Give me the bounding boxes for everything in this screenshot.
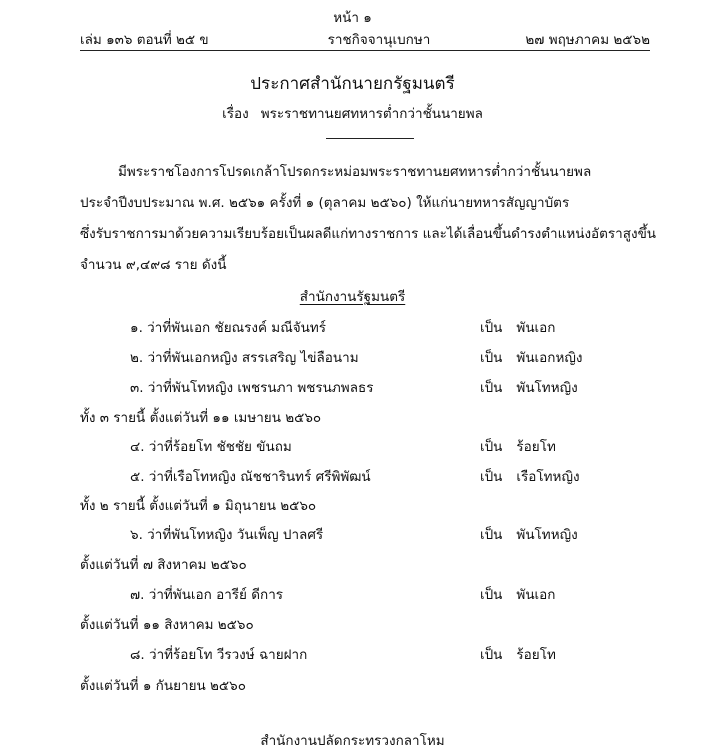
effective-date-note-5: ตั้งแต่วันที่ ๑ กันยายน ๒๕๖๐ — [80, 678, 246, 694]
announcement-title: ประกาศสำนักนายกรัฐมนตรี — [250, 74, 455, 94]
subject-text: พระราชทานยศทหารต่ำกว่าชั้นนายพล — [260, 106, 483, 122]
header-divider — [80, 50, 650, 51]
announcement-subject — [0, 102, 705, 124]
gazette-name: ราชกิจจานุเบกษา — [327, 32, 431, 48]
entry-7-rank: เป็น พันเอก — [480, 587, 556, 603]
gazette-header — [80, 28, 650, 48]
effective-date-note-4: ตั้งแต่วันที่ ๑๑ สิงหาคม ๒๕๖๐ — [80, 617, 254, 633]
body-line-3: ซึ่งรับราชการมาด้วยความเรียบร้อยเป็นผลดีแก่ทางราชการ และได้เลื่อนขึ้นดำรงตำแหน่งอัตราสูงขึ้น — [80, 226, 657, 242]
entry-6: ๖. ว่าที่พันโทหญิง วันเพ็ญ ปาลศรี — [130, 527, 324, 543]
entry-2-rank: เป็น พันเอกหญิง — [480, 350, 583, 366]
entry-3-rank: เป็น พันโทหญิง — [480, 380, 578, 396]
entry-4-rank: เป็น ร้อยโท — [480, 439, 556, 455]
entry-4: ๔. ว่าที่ร้อยโท ชัชชัย ขันถม — [130, 439, 292, 455]
body-line-1: มีพระราชโองการโปรดเกล้าโปรดกระหม่อมพระราชทานยศทหารต่ำกว่าชั้นนายพล — [118, 164, 592, 180]
body-line-2: ประจำปีงบประมาณ พ.ศ. ๒๕๖๑ ครั้งที่ ๑ (ตุลาคม ๒๕๖๐) ให้แก่นายทหารสัญญาบัตร — [80, 195, 570, 211]
entry-3: ๓. ว่าที่พันโทหญิง เพชรนภา พชรนภพลธร — [130, 380, 374, 396]
entry-6-rank: เป็น พันโทหญิง — [480, 527, 578, 543]
entry-5-rank: เป็น เรือโทหญิง — [480, 469, 580, 485]
entry-1: ๑. ว่าที่พันเอก ชัยณรงค์ มณีจันทร์ — [130, 320, 327, 336]
title-divider — [326, 138, 414, 139]
effective-date-note-1: ทั้ง ๓ รายนี้ ตั้งแต่วันที่ ๑๑ เมษายน ๒๕๖๐ — [80, 410, 322, 426]
subject-label: เรื่อง — [222, 106, 249, 122]
effective-date-note-3: ตั้งแต่วันที่ ๗ สิงหาคม ๒๕๖๐ — [80, 557, 247, 573]
entry-7: ๗. ว่าที่พันเอก อารีย์ ดีการ — [130, 587, 284, 603]
section-heading-defence-permanent-secretary: สำนักงานปลัดกระทรวงกลาโหม — [260, 733, 445, 748]
body-line-4: จำนวน ๙,๔๙๘ ราย ดังนี้ — [80, 257, 227, 273]
entry-5: ๕. ว่าที่เรือโทหญิง ณัชชารินทร์ ศรีพิพัฒน์ — [130, 469, 371, 485]
entry-8-rank: เป็น ร้อยโท — [480, 647, 556, 663]
entry-8: ๘. ว่าที่ร้อยโท วีรวงษ์ ฉายฝาก — [130, 647, 308, 663]
entry-2: ๒. ว่าที่พันเอกหญิง สรรเสริญ ไข่ลือนาม — [130, 350, 359, 366]
volume-issue: เล่ม ๑๓๖ ตอนที่ ๒๕ ข — [80, 32, 209, 48]
entry-1-rank: เป็น พันเอก — [480, 320, 556, 336]
section-heading-minister-office: สำนักงานรัฐมนตรี — [299, 289, 406, 305]
effective-date-note-2: ทั้ง ๒ รายนี้ ตั้งแต่วันที่ ๑ มิถุนายน ๒๕๖๐ — [80, 498, 317, 514]
page-number: หน้า ๑ — [333, 10, 372, 26]
publication-date: ๒๗ พฤษภาคม ๒๕๖๒ — [525, 32, 650, 48]
